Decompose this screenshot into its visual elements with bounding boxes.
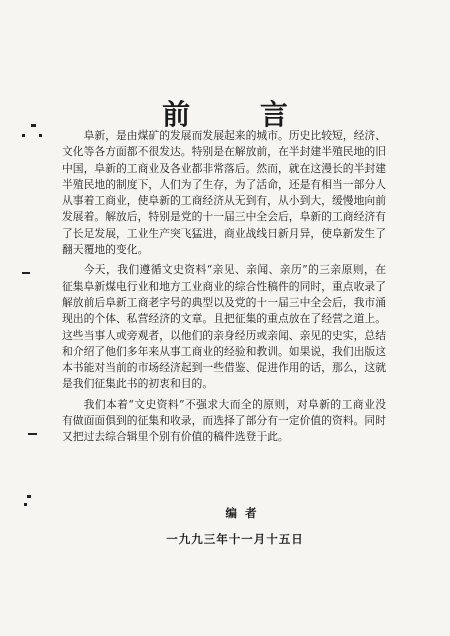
- signature: 编者: [225, 506, 265, 520]
- date-line: 一九九三年十一月十五日: [166, 532, 304, 546]
- preface-body: [62, 128, 386, 450]
- margin-mark: [22, 272, 30, 274]
- margin-mark: [22, 134, 25, 137]
- paragraph-1: 阜新，是由煤矿的发展而发展起来的城市。历史比较短，经济、文化等各方面都不很发达。特别是在解放前，在半封建半殖民地的旧中国，阜新的工商业及各业都非常落后。然而，就在这漫长的半封建半殖民地的制度下，人们为了生存，为了活命，还是有相当一部分人从事着工商业，使阜新的工商经济从无到有，从小到大，缓慢地向前发展着。解放后，特别是党的十一届三中全会后，阜新的工商经济有了长足发展，工业生产突飞猛进，商业战线日新月异，使阜新发生了翻天覆地的变化。: [62, 129, 386, 257]
- margin-mark: [28, 433, 37, 435]
- paragraph-2: 今天，我们遵循文史资料“亲见、亲闻、亲历”的三亲原则，在征集阜新煤电行业和地方工业商业的综合性稿件的同时，重点收录了解放前后阜新工商老字号的典型以及党的十一届三中全会后，我市涌现出的个体、私营经济的文章。且把征集的重点放在了经营之道上。这些当事人或旁观者，以他们的亲身经历或亲闻、亲见的史实，总结和介绍了他们多年来从事工商业的经验和教训。如果说，我们出版这本书能对当前的市场经济起到一些借鉴、促进作用的话，那么，这就是我们征集此书的初衷和目的。: [62, 263, 386, 391]
- page-title: 前 言: [162, 97, 318, 131]
- margin-mark: [27, 495, 31, 498]
- margin-mark: [39, 134, 42, 137]
- paragraph-3: 我们本着“文史资料”不强求大而全的原则，对阜新的工商业没有做面面俱到的征集和收录，而选择了部分有一定价值的资料。同时又把过去综合辑里个别有价值的稿件选登于此。: [62, 397, 386, 444]
